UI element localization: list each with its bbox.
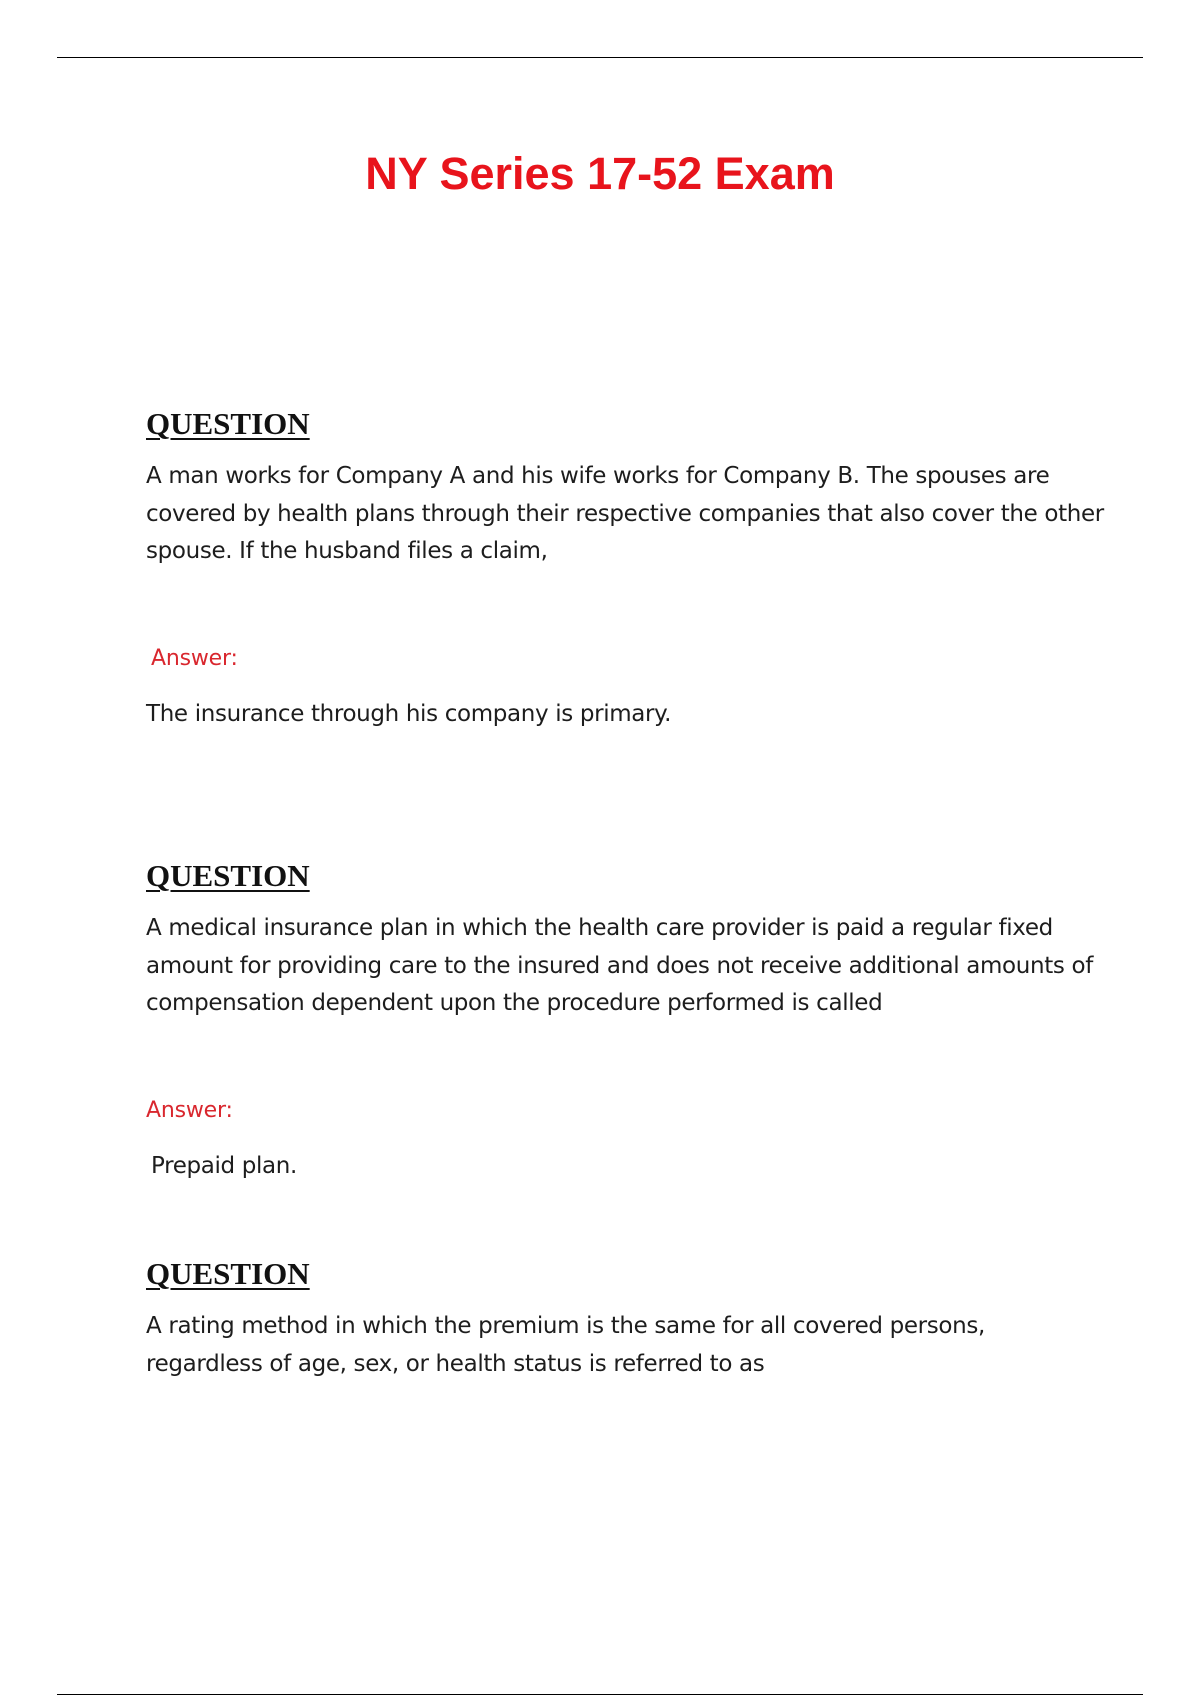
- bottom-rule: [57, 1694, 1143, 1695]
- answer-label: Answer:: [151, 646, 238, 671]
- question-text: A medical insurance plan in which the health care provider is paid a regular fixed amount for providing care to the insured and does not receive additional amounts of compensation dependent upon the procedure performed is called: [146, 915, 1093, 1016]
- question-heading: QUESTION: [146, 858, 310, 893]
- answer-text: Prepaid plan.: [151, 1153, 297, 1179]
- question-text: A rating method in which the premium is the same for all covered persons, regardless of age, sex, or health status is referred to as: [146, 1313, 985, 1377]
- top-rule: [57, 57, 1143, 58]
- question-heading: QUESTION: [146, 1256, 310, 1291]
- question-block-1: [146, 404, 1106, 571]
- question-block-2: [146, 856, 1106, 1023]
- question-text: A man works for Company A and his wife works for Company B. The spouses are covered by health plans through their respective companies that also cover the other spouse. If the husband files a claim,: [146, 463, 1104, 564]
- answer-text: The insurance through his company is primary.: [146, 701, 672, 727]
- document-title: NY Series 17-52 Exam: [365, 148, 835, 199]
- question-heading: QUESTION: [146, 406, 310, 441]
- question-block-3: [146, 1254, 1106, 1383]
- answer-label: Answer:: [146, 1098, 233, 1123]
